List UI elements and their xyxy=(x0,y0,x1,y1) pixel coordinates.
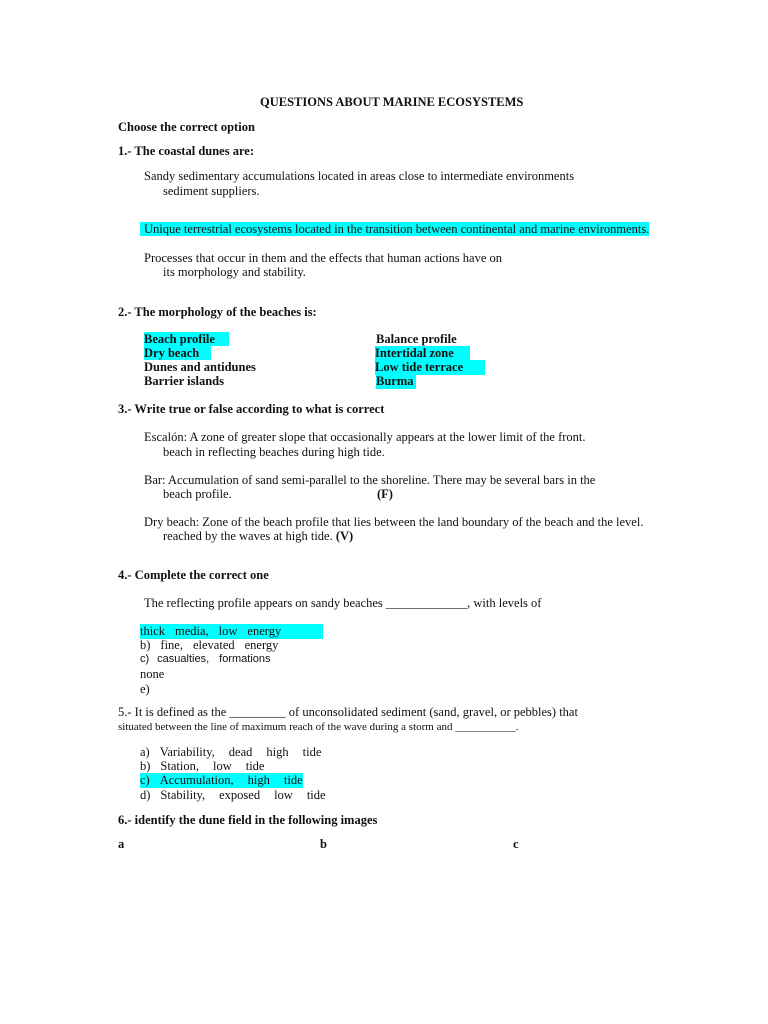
q2-right-3: Low tide terrace xyxy=(375,360,485,375)
q5-line-2: situated between the line of maximum reach of the wave during a storm and ___________. xyxy=(118,721,519,733)
q3-statement-1: Escalón: A zone of greater slope that occasionally appears at the lower limit of the front. xyxy=(144,430,586,444)
q4-heading: 4.- Complete the correct one xyxy=(118,568,269,582)
q6-label-a: a xyxy=(118,837,125,851)
q4-option-e: e) xyxy=(140,682,150,696)
q3-statement-3: Dry beach: Zone of the beach profile that lies between the land boundary of the beach and the level. xyxy=(144,515,644,529)
q5-option-b: b) Station, low tide xyxy=(140,759,265,773)
q5-option-a: a) Variability, dead high tide xyxy=(140,745,322,759)
q1-option-1-cont: sediment suppliers. xyxy=(163,184,260,198)
q6-label-b: b xyxy=(320,837,327,851)
q5-option-c: c) Accumulation, high tide xyxy=(140,773,303,787)
q4-option-c: c) casualties, formations xyxy=(140,653,271,665)
q5-option-d: d) Stability, exposed low tide xyxy=(140,788,326,802)
q4-option-a: thick media, low energy xyxy=(140,624,323,639)
q3-statement-3-cont: reached by the waves at high tide. (V) xyxy=(163,529,354,543)
q2-left-1: Beach profile xyxy=(140,332,229,347)
page-title: QUESTIONS ABOUT MARINE ECOSYSTEMS xyxy=(260,95,524,109)
q2-left-3: Dunes and antidunes xyxy=(144,360,256,374)
instruction: Choose the correct option xyxy=(118,120,255,134)
q2-heading: 2.- The morphology of the beaches is: xyxy=(118,305,317,319)
q6-label-c: c xyxy=(513,837,519,851)
q3-heading: 3.- Write true or false according to what is correct xyxy=(118,402,385,416)
q3-answer-3: (V) xyxy=(335,529,354,543)
q3-statement-2: Bar: Accumulation of sand semi-parallel to the shoreline. There may be several bars in the xyxy=(144,473,596,487)
q1-option-1: Sandy sedimentary accumulations located in areas close to intermediate environments xyxy=(144,169,575,183)
q1-heading: 1.- The coastal dunes are: xyxy=(118,144,254,158)
q4-option-b: b) fine, elevated energy xyxy=(140,638,279,652)
q4-statement: The reflecting profile appears on sandy beaches _____________, with levels of xyxy=(144,596,542,610)
q2-right-4: Burma xyxy=(376,374,414,388)
q5-line-1: 5.- It is defined as the _________ of unconsolidated sediment (sand, gravel, or pebbles) that xyxy=(118,705,578,719)
q2-right-2: Intertidal zone xyxy=(375,346,470,361)
q2-left-2: Dry beach xyxy=(140,346,211,361)
q3-statement-2-cont: beach profile. xyxy=(163,487,232,501)
q6-heading: 6.- identify the dune field in the following images xyxy=(118,813,378,827)
q4-option-d: none xyxy=(140,667,165,681)
q1-option-2: Unique terrestrial ecosystems located in the transition between continental and marine environments. xyxy=(140,222,649,237)
q2-right-1: Balance profile xyxy=(376,332,457,346)
q2-left-4: Barrier islands xyxy=(144,374,224,388)
q3-statement-1-cont: beach in reflecting beaches during high tide. xyxy=(163,445,385,459)
q3-answer-2: (F) xyxy=(377,487,393,501)
q1-option-3-cont: its morphology and stability. xyxy=(163,265,306,279)
q1-option-3: Processes that occur in them and the effects that human actions have on xyxy=(144,251,502,265)
